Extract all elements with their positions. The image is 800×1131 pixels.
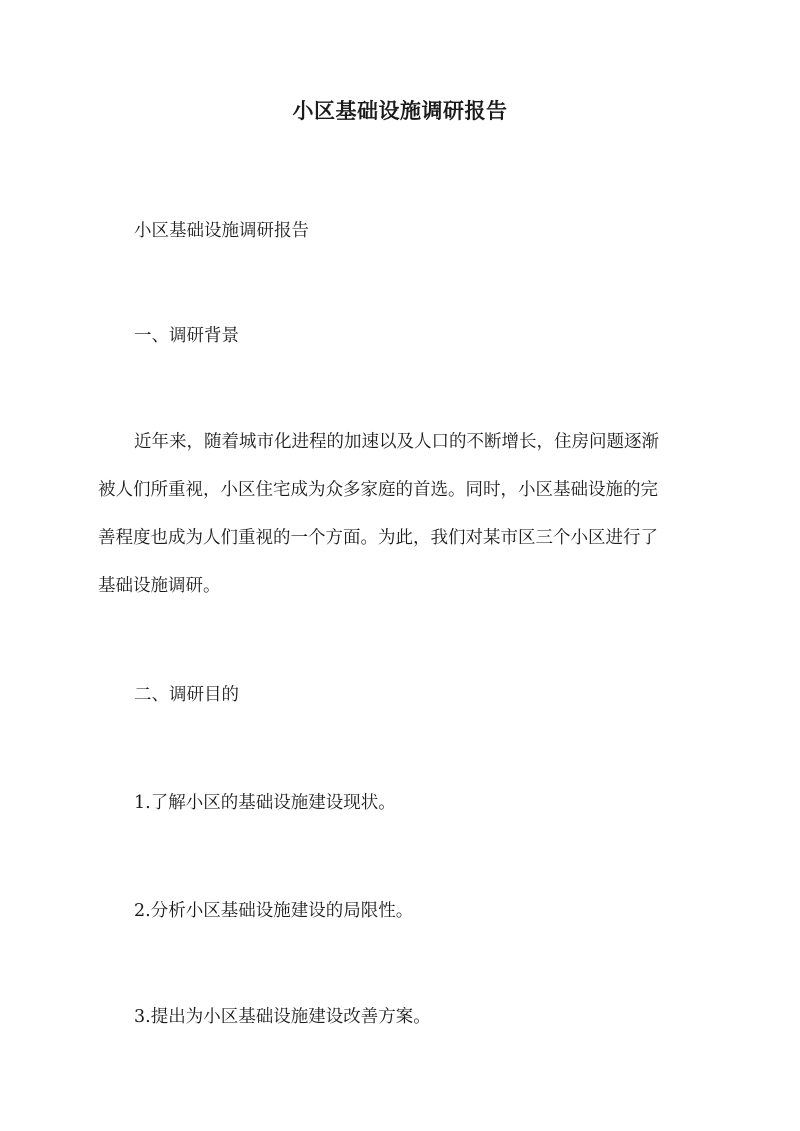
paragraph-line: 被人们所重视，小区住宅成为众多家庭的首选。同时，小区基础设施的完 [98, 480, 658, 500]
paragraph-line: 善程度也成为人们重视的一个方面。为此，我们对某市区三个小区进行了 [98, 528, 658, 548]
document-subtitle: 小区基础设施调研报告 [134, 221, 309, 241]
list-item: 2.分析小区基础设施建设的局限性。 [134, 901, 414, 921]
list-item: 1.了解小区的基础设施建设现状。 [134, 793, 396, 813]
list-item: 3.提出为小区基础设施建设改善方案。 [134, 1007, 431, 1027]
paragraph-line: 基础设施调研。 [98, 576, 221, 596]
paragraph-line: 近年来，随着城市化进程的加速以及人口的不断增长，住房问题逐渐 [134, 432, 659, 452]
section-heading-background: 一、调研背景 [134, 326, 239, 346]
document-title: 小区基础设施调研报告 [292, 98, 508, 123]
background-paragraph [98, 418, 674, 610]
section-heading-purpose: 二、调研目的 [134, 685, 239, 705]
